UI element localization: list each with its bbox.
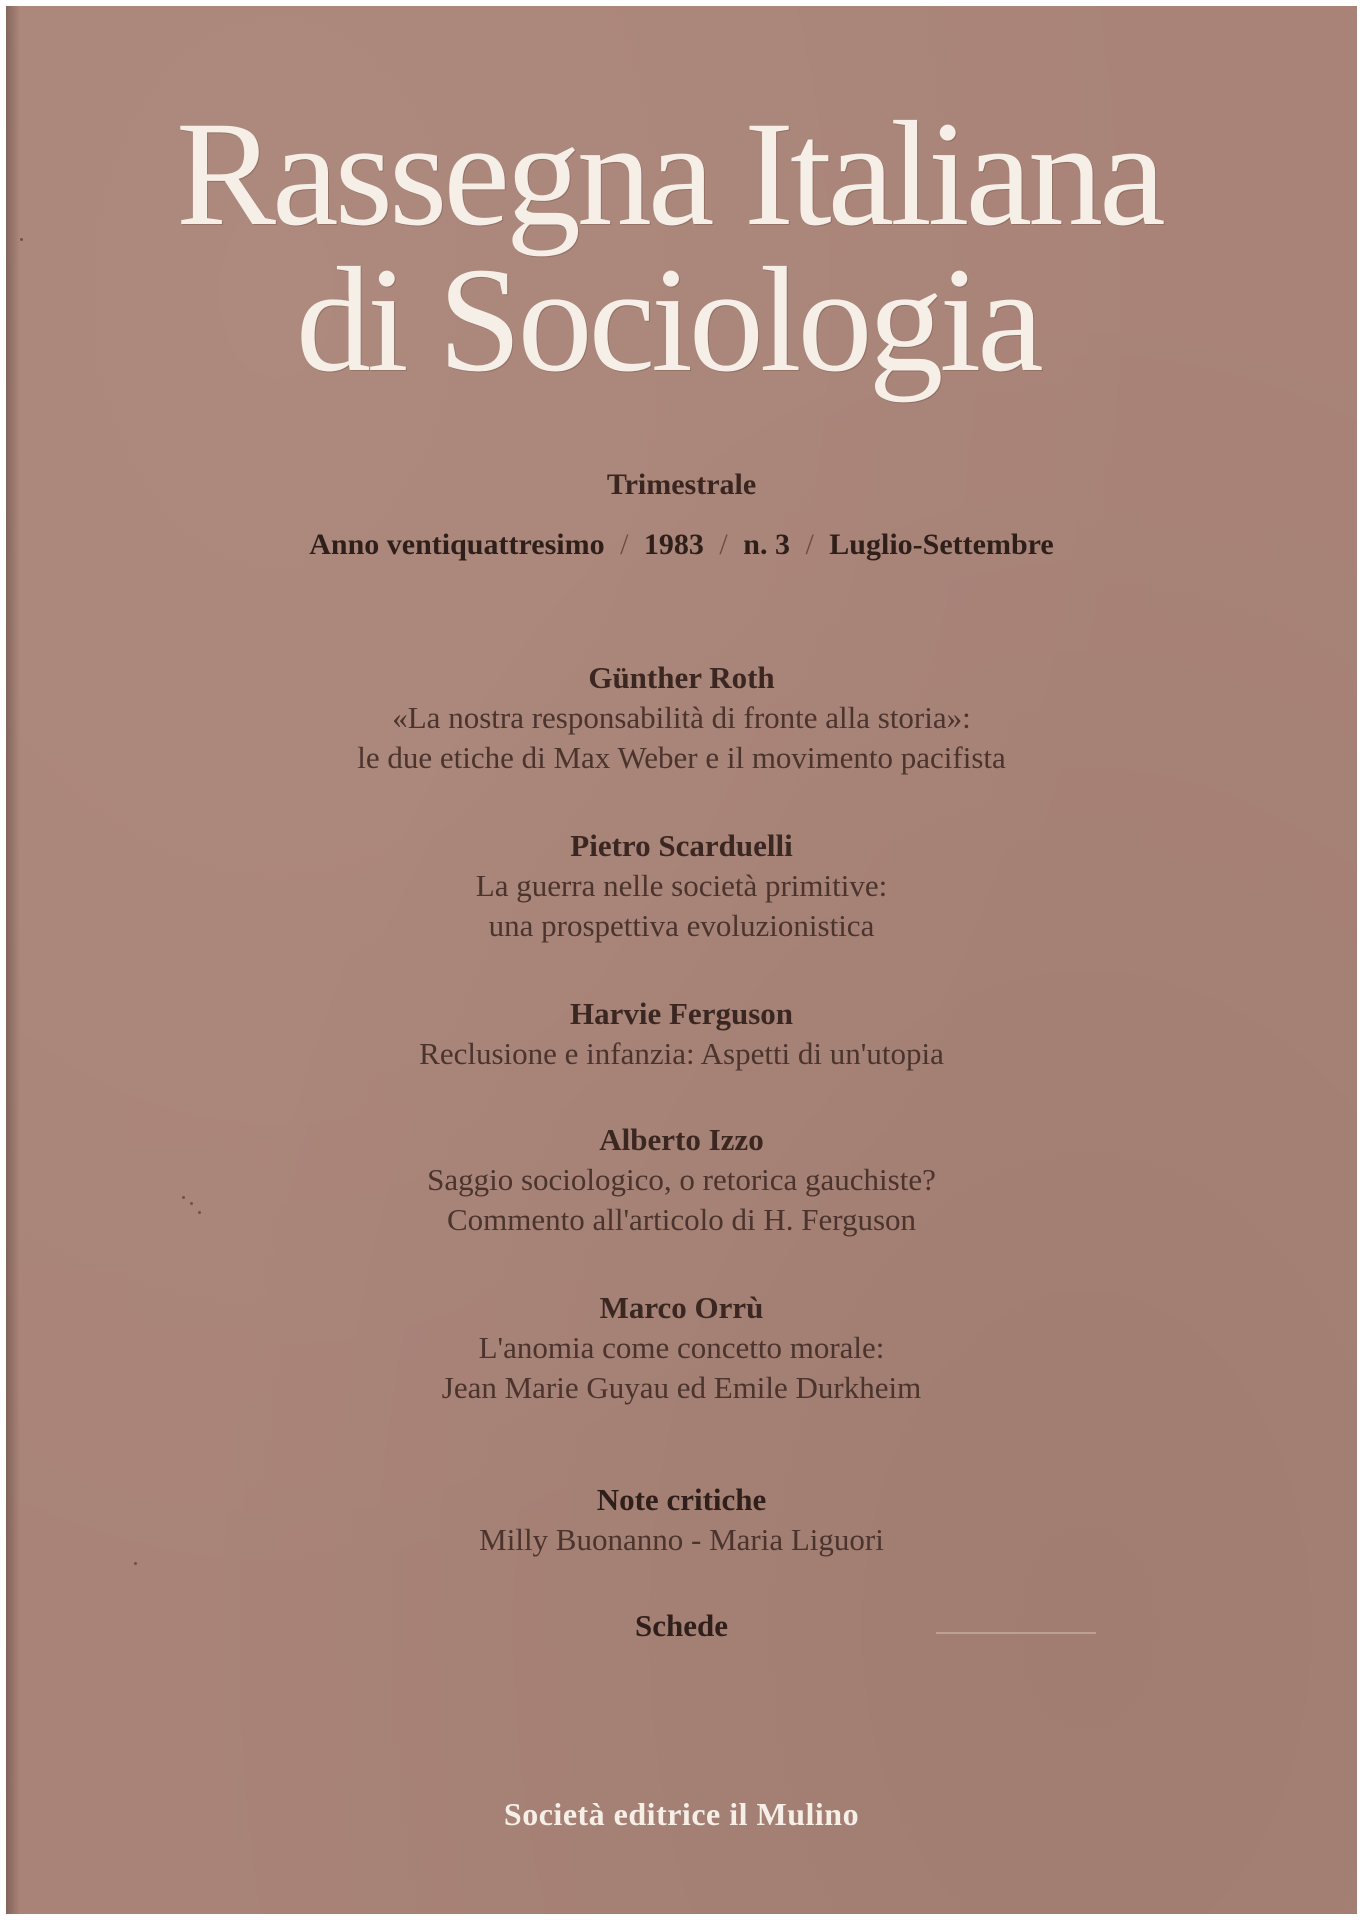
speck [198,1211,201,1214]
speck [134,1562,137,1565]
article-title-line: La guerra nelle società primitive: [475,868,888,903]
issue-info [6,528,1357,562]
article-author: Günther Roth [588,660,775,695]
article-title-line: Saggio sociologico, o retorica gauchiste? [427,1162,936,1197]
notes-heading: Note critiche [596,1482,767,1517]
scratch-mark [936,1632,1096,1634]
masthead-title [176,91,1276,403]
issue-period: Luglio-Settembre [829,528,1054,561]
speck [20,238,23,241]
contents-entry [6,826,1357,946]
year-label: Anno ventiquattresimo [309,528,605,561]
article-author: Marco Orrù [599,1290,764,1325]
article-author: Harvie Ferguson [570,996,793,1031]
separator: / [805,528,814,561]
notes-authors: Milly Buonanno - Maria Liguori [479,1522,884,1557]
separator: / [620,528,629,561]
article-title-line: una prospettiva evoluzionistica [488,908,875,943]
periodicity-label: Trimestrale [606,468,757,501]
article-author: Alberto Izzo [599,1122,764,1157]
schede-section [6,1606,1357,1646]
issue-number: n. 3 [743,528,790,561]
article-title-line: le due etiche di Max Weber e il movimento pacifista [357,740,1006,775]
article-title-line: Commento all'articolo di H. Ferguson [446,1202,917,1237]
masthead-title-line2: di Sociologia [296,237,1040,403]
issue-year: 1983 [643,528,704,561]
contents-entry [6,1288,1357,1408]
schede-heading: Schede [635,1608,728,1643]
publisher-name: Società editrice il Mulino [503,1796,860,1832]
masthead-title-line1: Rassegna Italiana [176,91,1162,257]
contents-entry [6,994,1357,1074]
speck [182,1196,185,1199]
separator: / [719,528,728,561]
article-author: Pietro Scarduelli [570,828,793,863]
notes-section [6,1480,1357,1560]
article-title-line: «La nostra responsabilità di fronte alla storia»: [392,700,971,735]
article-title-line: Reclusione e infanzia: Aspetti di un'utopia [419,1036,944,1071]
contents-entry [6,658,1357,778]
speck [190,1202,193,1205]
magazine-cover [6,6,1357,1914]
article-title-line: Jean Marie Guyau ed Emile Durkheim [441,1370,922,1405]
article-title-line: L'anomia come concetto morale: [478,1330,885,1365]
contents-entry [6,1120,1357,1240]
